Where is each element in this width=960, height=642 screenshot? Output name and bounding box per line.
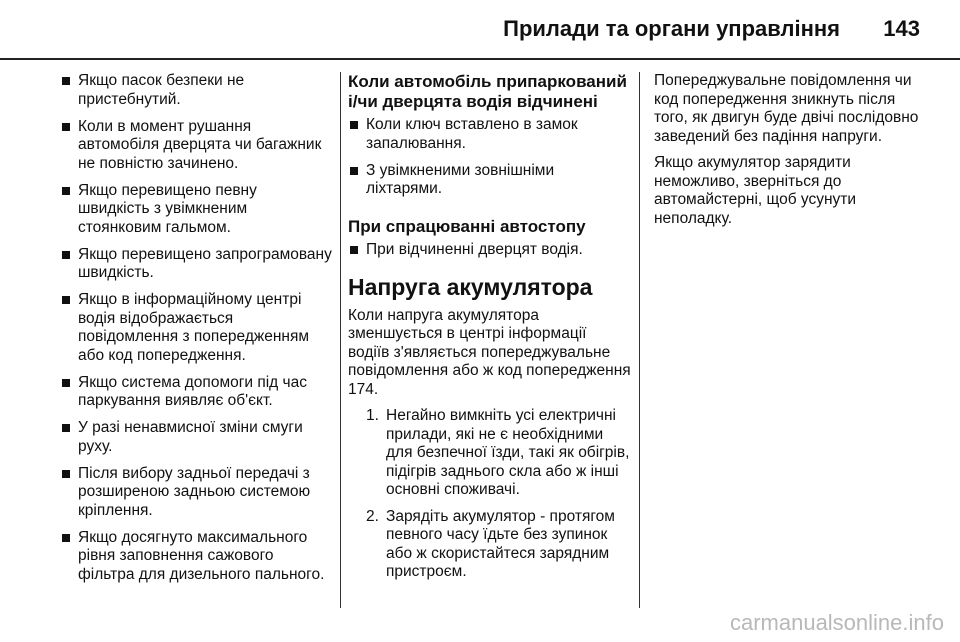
column-divider (639, 72, 640, 608)
paragraph: Якщо акумулятор зарядити неможливо, зверніться до автомайстерні, щоб усунути неполадку. (654, 154, 857, 227)
step-item (348, 407, 632, 500)
step-number: 2. (366, 507, 379, 525)
list-item: Якщо перевищено запрограмовану швидкість. (60, 246, 332, 283)
autostop-heading: При спрацюванні автостопу (348, 217, 586, 236)
parked-list (348, 116, 632, 199)
watermark: carmanualsonline.info (729, 610, 944, 635)
column-2 (348, 72, 632, 590)
list-item: У разі ненавмисної зміни смуги руху. (60, 419, 332, 456)
list-item: Після вибору задньої передачі з розширеною задньою системою кріплення. (60, 465, 332, 521)
warning-conditions-list (60, 72, 332, 584)
step-text: Зарядіть акумулятор - протягом певного часу їдьте без зупинок або ж скористайтеся зарядним пристроєм. (386, 507, 615, 580)
column-3 (654, 72, 924, 236)
battery-steps (348, 407, 632, 582)
page-number: 143 (883, 16, 920, 41)
list-item: Якщо досягнуто максимального рівня заповнення сажового фільтра для дизельного пального. (60, 529, 332, 585)
list-item: Коли ключ вставлено в замок запалювання. (348, 116, 632, 153)
autostop-list (348, 241, 632, 260)
list-item: Коли в момент рушання автомобіля дверцята чи багажник не повністю зачинено. (60, 118, 332, 174)
step-number: 1. (366, 407, 379, 424)
list-item: Якщо пасок безпеки не пристебнутий. (60, 72, 332, 109)
list-item: Якщо перевищено певну швидкість з увімкненим стоянковим гальмом. (60, 182, 332, 238)
step-text: Негайно вимкніть усі електричні прилади, які не є необхідними для безпечної їзди, такі як обігрів, підігрів заднього скла або ж інші основні споживачі. (386, 407, 630, 498)
paragraph: Попереджувальне повідомлення чи код попередження зникнуть після того, як двигун буде двічі послідовно заведений без падіння напруги. (654, 72, 919, 145)
step-item (348, 508, 632, 582)
page-header (0, 0, 960, 58)
column-divider (340, 72, 341, 608)
parked-heading: Коли автомобіль припаркований і/чи дверцята водія відчинені (348, 72, 627, 111)
column-1 (60, 72, 332, 593)
list-item: Якщо система допомоги під час паркування виявляє об'єкт. (60, 374, 332, 411)
battery-heading: Напруга акумулятора (348, 273, 593, 300)
list-item: Якщо в інформаційному центрі водія відображається повідомлення з попередженням або код попередження. (60, 291, 332, 365)
battery-text: Коли напруга акумулятора зменшується в центрі інформації водіїв з'являється попереджувальне повідомлення або ж код попередження 174. (348, 306, 631, 398)
list-item: З увімкненими зовнішніми ліхтарями. (348, 162, 632, 199)
page-title: Прилади та органи управління (503, 16, 840, 41)
list-item: При відчиненні дверцят водія. (348, 241, 632, 260)
header-rule (0, 58, 960, 60)
